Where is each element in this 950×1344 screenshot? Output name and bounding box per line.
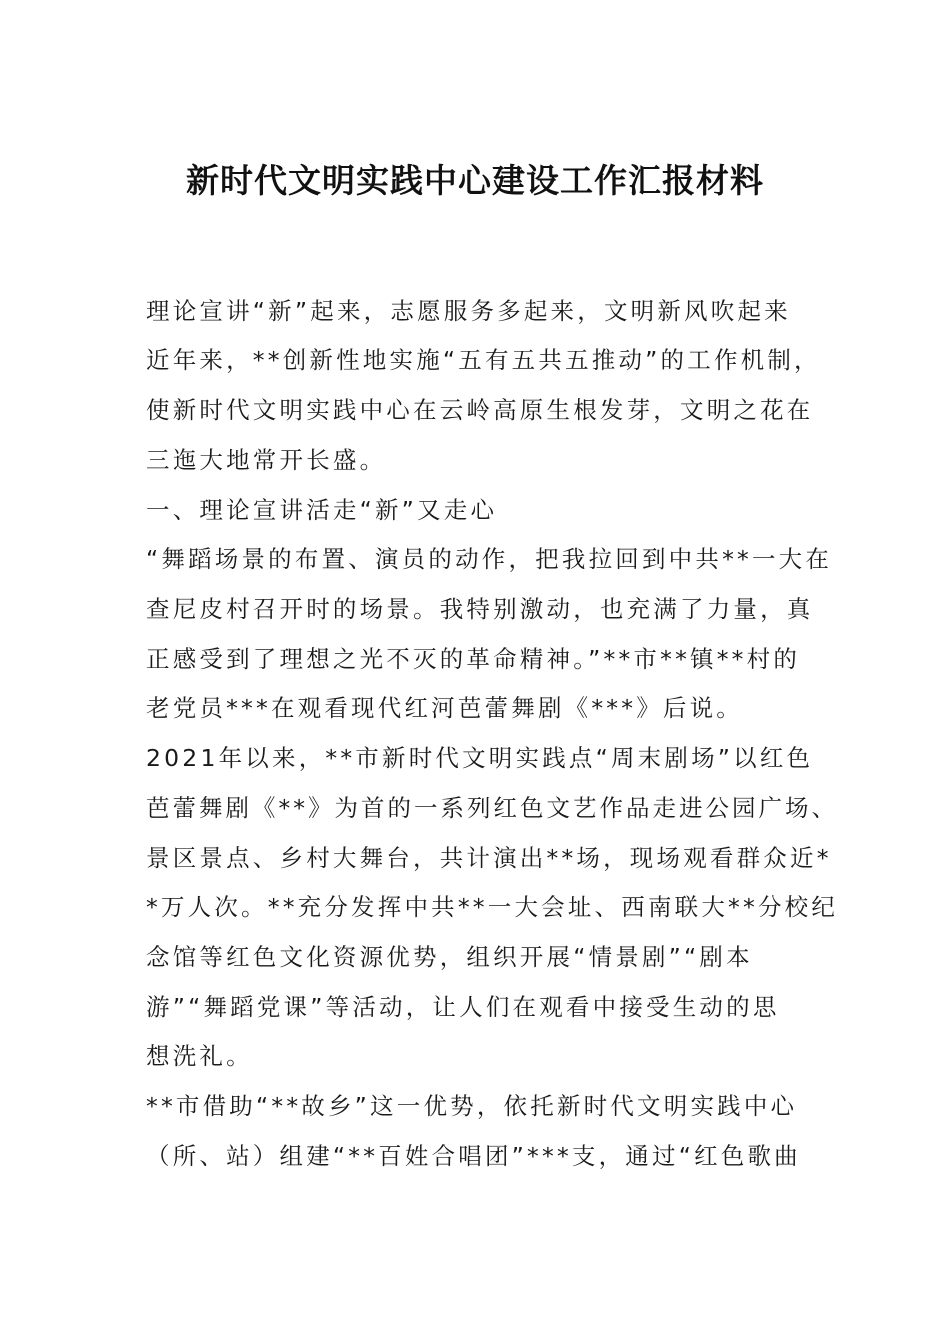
paragraph-line: 游”“舞蹈党课”等活动，让人们在观看中接受生动的思 <box>146 993 780 1021</box>
paragraph-line: 念馆等红色文化资源优势，组织开展“情景剧”“剧本 <box>146 943 753 971</box>
paragraph-line: 正感受到了理想之光不灭的革命精神。”**市**镇**村的 <box>146 645 801 673</box>
paragraph-line: 近年来，**创新性地实施“五有五共五推动”的工作机制， <box>146 346 821 374</box>
paragraph-line: 老党员***在观看现代红河芭蕾舞剧《***》后说。 <box>146 694 743 722</box>
section-heading: 一、理论宣讲活走“新”又走心 <box>146 496 498 524</box>
paragraph-line: 芭蕾舞剧《**》为首的一系列红色文艺作品走进公园广场、 <box>146 794 838 822</box>
paragraph-line: “舞蹈场景的布置、演员的动作，把我拉回到中共**一大在 <box>146 545 833 573</box>
paragraph-line: *万人次。**充分发挥中共**一大会址、西南联大**分校纪 <box>146 893 839 921</box>
paragraph-line: 想洗礼。 <box>146 1042 253 1070</box>
paragraph-line: 景区景点、乡村大舞台，共计演出**场，现场观看群众近* <box>146 844 832 872</box>
paragraph-line: 2021年以来，**市新时代文明实践点“周末剧场”以红色 <box>146 744 814 772</box>
document-title: 新时代文明实践中心建设工作汇报材料 <box>186 161 764 200</box>
paragraph-line: 使新时代文明实践中心在云岭高原生根发芽，文明之花在 <box>146 396 814 424</box>
paragraph-line: 理论宣讲“新”起来，志愿服务多起来，文明新风吹起来 <box>146 297 791 325</box>
paragraph-line: （所、站）组建“**百姓合唱团”***支，通过“红色歌曲 <box>146 1142 801 1170</box>
paragraph-line: 三迤大地常开长盛。 <box>146 446 387 474</box>
paragraph-line: 查尼皮村召开时的场景。我特别激动，也充满了力量，真 <box>146 595 814 623</box>
paragraph-line: **市借助“**故乡”这一优势，依托新时代文明实践中心 <box>146 1092 798 1120</box>
